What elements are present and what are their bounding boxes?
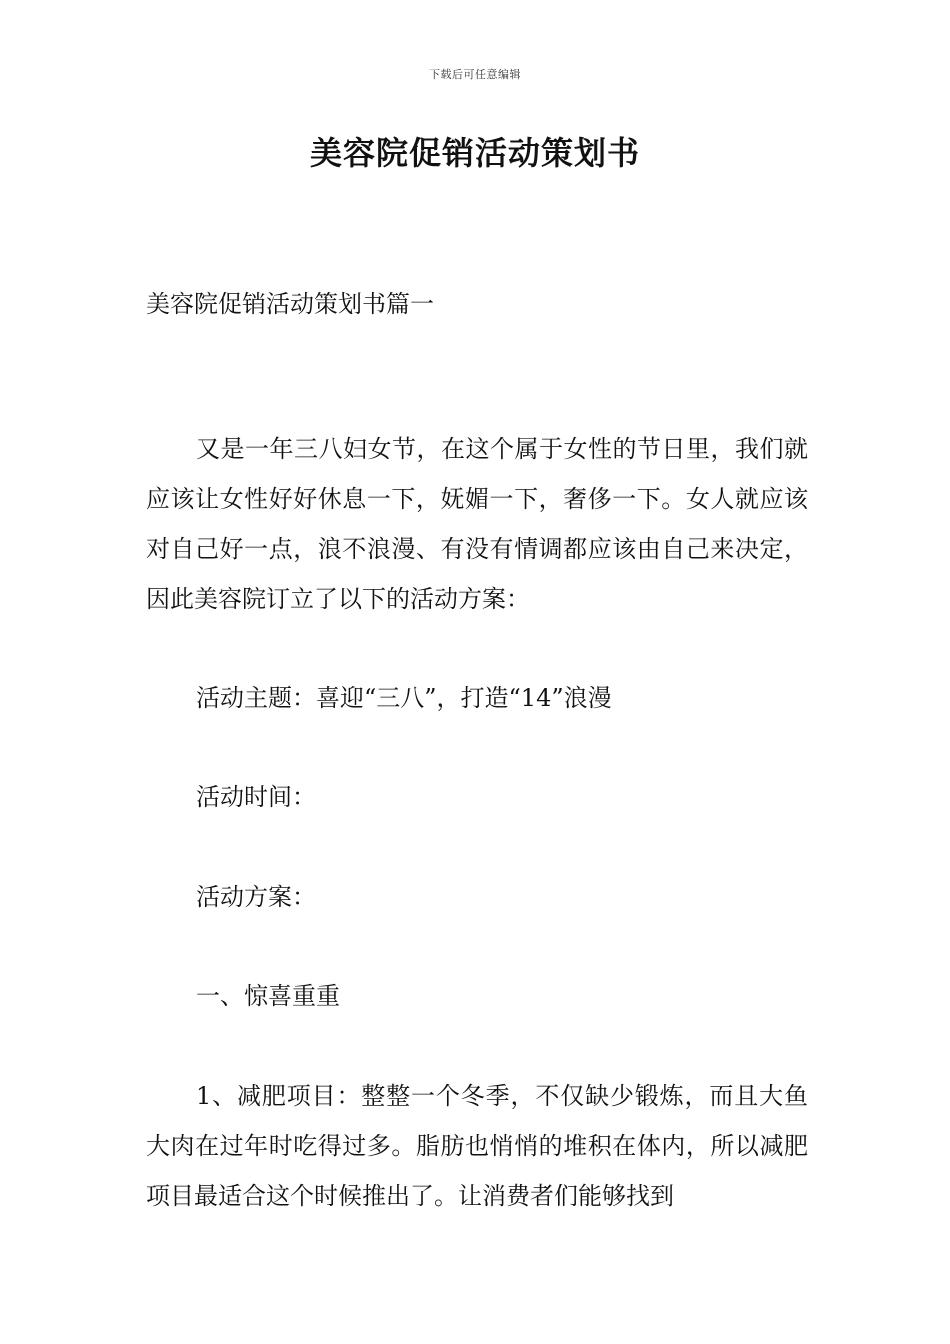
section-heading: 美容院促销活动策划书篇一 [146,290,434,318]
header-note: 下载后可任意编辑 [429,68,521,81]
paragraph-intro: 又是一年三八妇女节，在这个属于女性的节日里，我们就应该让女性好好休息一下，妩媚一下，奢侈一下。女人就应该对自己好一点，浪不浪漫、有没有情调都应该由自己来决定，因此美容院订立了以下的活动方案： [146,435,808,613]
paragraph-theme: 活动主题：喜迎“三八”，打造“14”浪漫 [196,684,612,712]
paragraph-plan: 活动方案： [196,883,316,911]
paragraph-section-one: 一、惊喜重重 [196,982,340,1010]
paragraph-weight-loss: 1、减肥项目：整整一个冬季，不仅缺少锻炼，而且大鱼大肉在过年时吃得过多。脂肪也悄悄的堆积在体内，所以减肥项目最适合这个时候推出了。让消费者们能够找到 [146,1082,808,1210]
paragraph-time: 活动时间： [196,783,316,811]
document-title: 美容院促销活动策划书 [309,134,640,172]
